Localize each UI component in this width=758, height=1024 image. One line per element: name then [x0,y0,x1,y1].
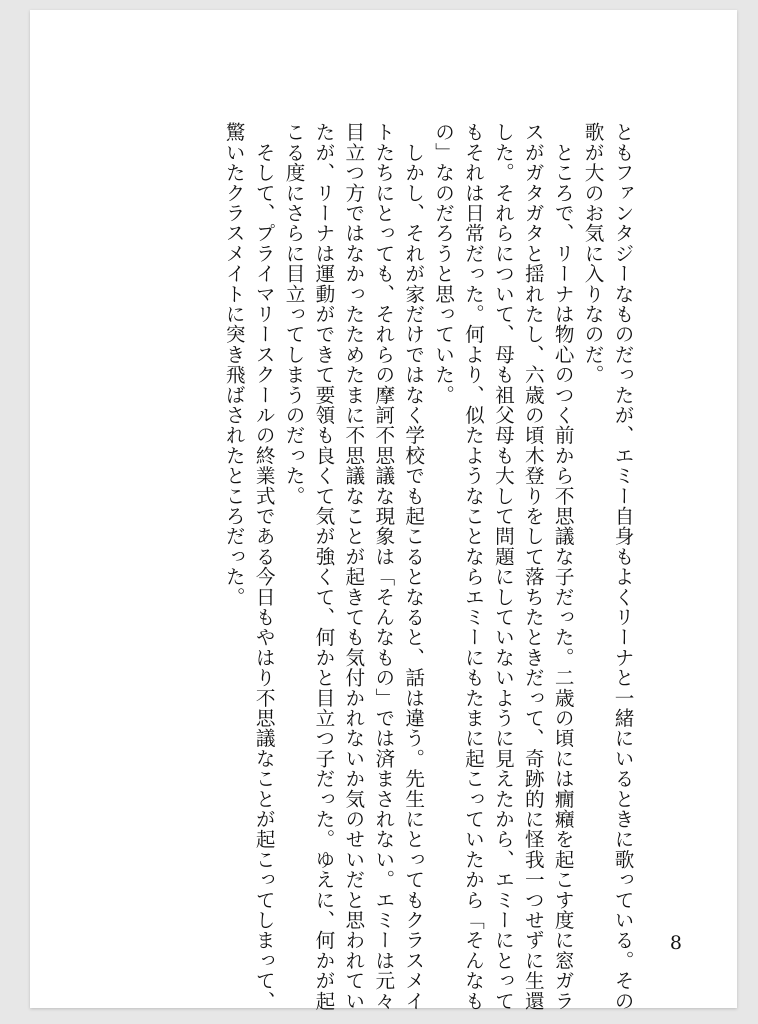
text-line-13: そして、プライマリースクールの終業式である今日もやはり不思議なことが起こってしまって、 [252,122,276,1011]
text-line-10: 目立つ方ではなかったためたまに不思議なことが起きても気付かれないか気のせいだと思われてい [341,122,365,1011]
text-line-5: した。それらについて、母も祖父母も大して問題にしていないように見えたから、エミーにとって [491,122,515,1011]
text-line-9: トたちにとっても、それらの摩訶不思議な現象は「そんなもの」では済まされない。エミーは元々 [371,122,395,1011]
text-line-1: ともファンタジーなものだったが、エミー自身もよくリーナと一緒にいるときに歌っている。その [611,122,634,1011]
text-line-12: こる度にさらに目立ってしまうのだった。 [282,122,306,506]
text-line-8: しかし、それが家だけではなく学校でも起こるとなると、話は違う。先生にとってもクラスメイ [401,122,425,1011]
page-number: 8 [669,932,682,954]
text-line-14: 驚いたクラスメイトに突き飛ばされたところだった。 [222,122,246,607]
book-page [30,10,737,1011]
vertical-text-body [217,122,637,1011]
text-line-11: たが、リーナは運動ができて要領も良くて気が強くて、何かと目立つ子だった。ゆえに、何かが起 [311,122,335,1011]
text-line-4: スがガタガタと揺れたし、六歳の頃木登りをして落ちたときだって、奇跡的に怪我一つせずに生還 [521,122,545,1011]
text-line-2: 歌が大のお気に入りなのだ。 [581,122,605,385]
text-line-7: の」なのだろうと思っていた。 [431,122,455,405]
text-line-6: もそれは日常だった。何より、似たようなことならエミーにもたまに起こっていたから「そんなも [461,122,485,1011]
text-line-3: ところで、リーナは物心のつく前から不思議な子だった。二歳の頃には癇癪を起こす度に窓ガラ [551,122,575,1011]
